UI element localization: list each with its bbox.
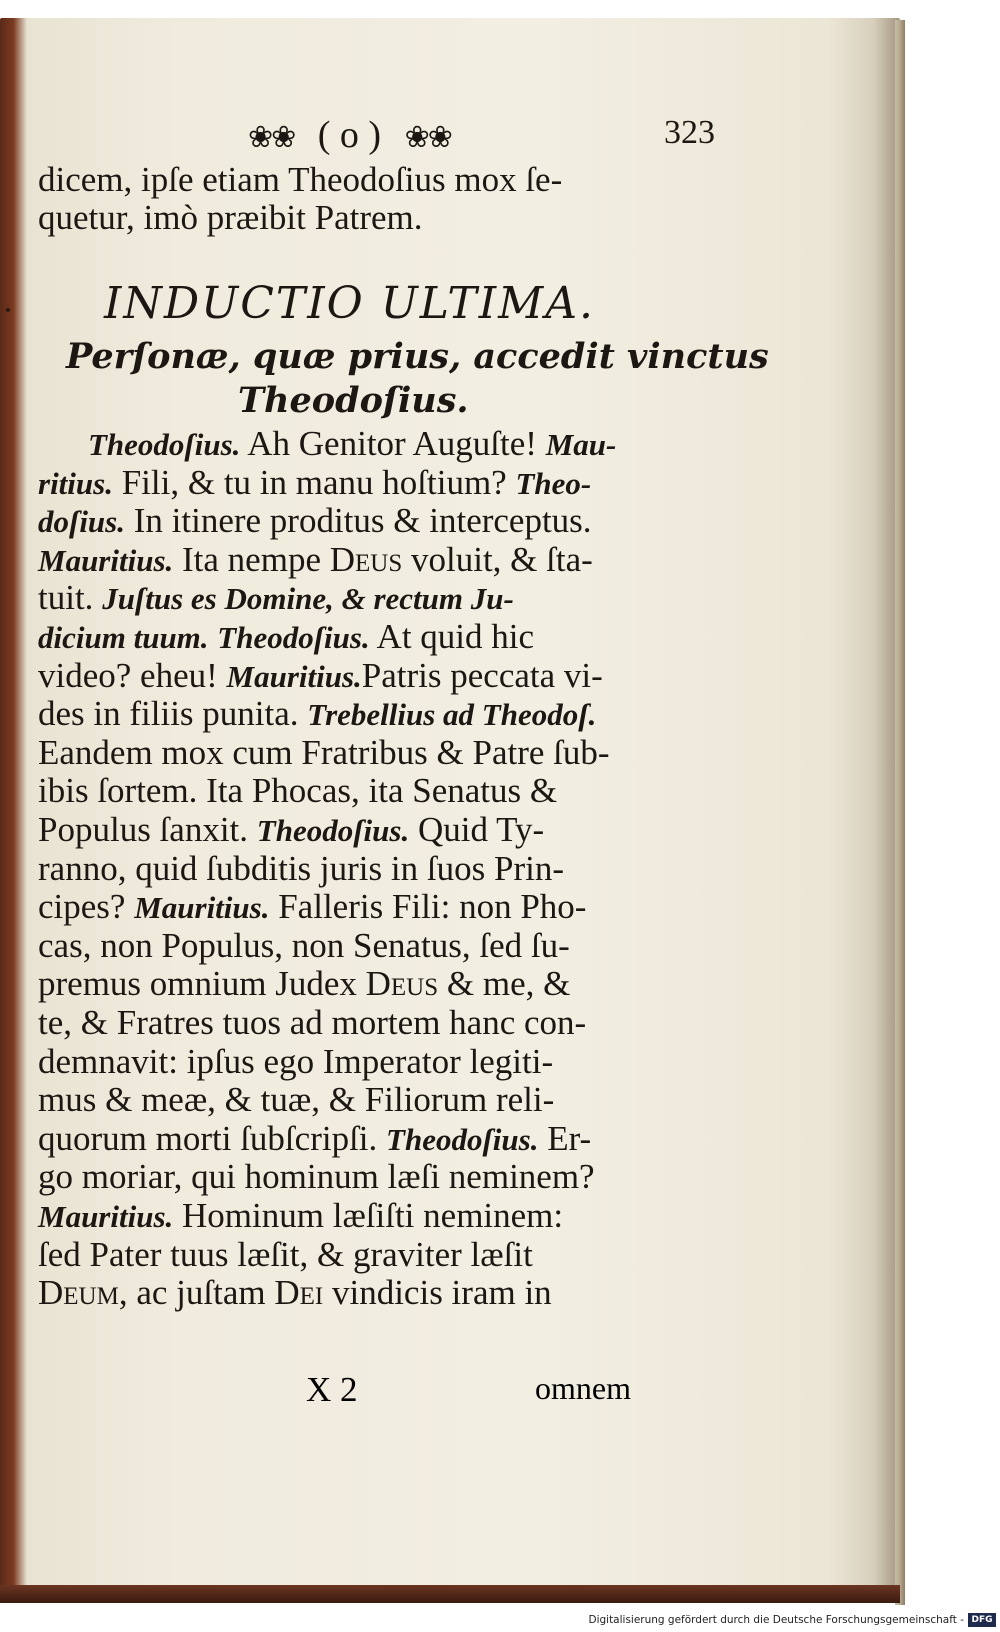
text-segment: Populus ſanxit. bbox=[38, 810, 257, 849]
text-segment: ranno, quid ſubditis juris in ſuos Prin- bbox=[38, 848, 564, 888]
text-segment: Eandem mox cum Fratribus & Patre ſub- bbox=[38, 732, 610, 772]
text-line: dicem, ipſe etiam Theodoſius mox ſe- bbox=[38, 160, 563, 199]
dialogue-line bbox=[38, 926, 570, 966]
text-segment: video? eheu! bbox=[38, 655, 227, 695]
text-segment: tuit. bbox=[38, 578, 103, 618]
text-segment: premus omnium Judex bbox=[38, 964, 366, 1004]
text-segment: At quid hic bbox=[369, 617, 535, 656]
text-line: quetur, imò præibit Patrem. bbox=[38, 198, 423, 237]
text-segment: cas, non Populus, non Senatus, ſed ſu- bbox=[38, 925, 570, 965]
text-segment: Patris peccata vi- bbox=[361, 655, 603, 695]
text-segment: vindicis iram in bbox=[323, 1273, 552, 1313]
text-segment: go moriar, qui hominum læſi neminem? bbox=[38, 1157, 595, 1197]
text-segment: , ac juſtam bbox=[118, 1273, 275, 1313]
small-caps-word: Deum bbox=[38, 1273, 119, 1313]
dialogue-line bbox=[38, 964, 570, 1004]
text-segment: demnavit: ipſus ego Imperator legiti- bbox=[38, 1041, 554, 1081]
page-edge bbox=[895, 20, 905, 1605]
dialogue-line bbox=[38, 540, 593, 581]
dialogue-line bbox=[38, 1003, 586, 1043]
ornament-left-icon: ❀❀ bbox=[248, 121, 295, 154]
header-center: ( o ) bbox=[317, 114, 382, 156]
page-text bbox=[38, 0, 769, 1600]
dialogue-line bbox=[38, 887, 586, 928]
text-segment: cipes? bbox=[38, 887, 135, 927]
speaker-or-italic: doſius. bbox=[38, 504, 125, 540]
persons-line: Perſonæ, quæ prius, accedit vinctus bbox=[66, 336, 769, 377]
dialogue-line bbox=[38, 501, 592, 542]
dialogue-line bbox=[38, 463, 591, 504]
speaker-or-italic: Theodoſius. bbox=[217, 620, 370, 655]
speaker-or-italic: Mauritius. bbox=[38, 542, 174, 578]
dialogue-line bbox=[38, 1273, 552, 1313]
speaker-or-italic: dicium tuum. bbox=[38, 620, 209, 655]
dialogue-line bbox=[88, 424, 616, 465]
text-segment: Er- bbox=[538, 1118, 592, 1158]
dialogue-line bbox=[38, 1119, 591, 1160]
text-segment: des in filiis punita. bbox=[38, 694, 308, 734]
text-segment: In itinere proditus & interceptus. bbox=[125, 501, 592, 541]
dialogue-line bbox=[38, 733, 610, 773]
speaker-or-italic: Theodoſius. bbox=[386, 1121, 539, 1157]
text-segment: & me, & bbox=[438, 964, 571, 1004]
text-segment: Fili, & tu in manu hoſtium? bbox=[112, 462, 516, 502]
dialogue-line bbox=[38, 1196, 563, 1237]
speaker-or-italic: Theo- bbox=[515, 465, 592, 501]
text-segment: mus & meæ, & tuæ, & Filiorum reli- bbox=[38, 1080, 555, 1120]
text-segment: quorum morti ſubſcripſi. bbox=[38, 1118, 387, 1158]
margin-mark bbox=[6, 308, 10, 312]
speaker-or-italic: Trebellius ad Theodoſ. bbox=[307, 697, 597, 733]
dialogue-line bbox=[38, 656, 603, 697]
text-segment: ſed Pater tuus læſit, & graviter læſit bbox=[38, 1234, 533, 1274]
dialogue-line bbox=[38, 1080, 554, 1120]
speaker-or-italic: Mau- bbox=[545, 427, 617, 462]
speaker-or-italic: Theodoſius. bbox=[88, 427, 241, 462]
dialogue-line bbox=[38, 694, 596, 735]
small-caps-word: Dei bbox=[274, 1273, 324, 1313]
speaker-or-italic: Theodoſius. bbox=[256, 813, 410, 848]
dialogue-line bbox=[38, 617, 534, 658]
dialogue-line bbox=[38, 849, 564, 889]
dialogue-line bbox=[38, 578, 514, 619]
speaker-or-italic: Juſtus es Domine, & rectum Ju- bbox=[102, 581, 514, 617]
text-segment: ibis ſortem. Ita Phocas, ita Senatus & bbox=[38, 771, 558, 811]
text-segment: voluit, & ſta- bbox=[402, 539, 593, 579]
page-number: 323 bbox=[664, 114, 715, 151]
text-segment: Hominum læſiſti neminem: bbox=[173, 1196, 564, 1235]
text-segment: Ita nempe bbox=[173, 539, 330, 579]
dfg-logo-icon: DFG bbox=[968, 1613, 996, 1627]
text-segment: Quid Ty- bbox=[409, 810, 545, 849]
dialogue-line bbox=[38, 810, 544, 851]
dialogue-line bbox=[38, 1235, 533, 1275]
text-segment: te, & Fratres tuos ad mortem hanc con- bbox=[38, 1003, 587, 1042]
speaker-or-italic: Mauritius. bbox=[226, 658, 362, 694]
ornament-right-icon: ❀❀ bbox=[404, 121, 451, 154]
text-segment bbox=[209, 617, 218, 656]
speaker-or-italic: Mauritius. bbox=[134, 890, 270, 926]
speaker-or-italic: Mauritius. bbox=[38, 1199, 174, 1234]
signature-mark: X 2 bbox=[306, 1370, 358, 1409]
dialogue-line bbox=[38, 1157, 595, 1197]
text-segment: Ah Genitor Auguſte! bbox=[240, 424, 546, 463]
footer-credit: Digitalisierung gefördert durch die Deutsche Forschungsgemeinschaft - bbox=[588, 1614, 964, 1626]
dialogue-line bbox=[38, 1042, 553, 1082]
persons-line: Theodoſius. bbox=[238, 380, 469, 421]
speaker-or-italic: ritius. bbox=[38, 465, 113, 501]
small-caps-word: Deus bbox=[329, 539, 403, 579]
catchword: omnem bbox=[535, 1370, 631, 1406]
text-segment: Falleris Fili: non Pho- bbox=[269, 887, 587, 927]
section-title: INDUCTIO ULTIMA. bbox=[104, 278, 595, 329]
small-caps-word: Deus bbox=[365, 964, 439, 1004]
dialogue-line bbox=[38, 771, 557, 811]
